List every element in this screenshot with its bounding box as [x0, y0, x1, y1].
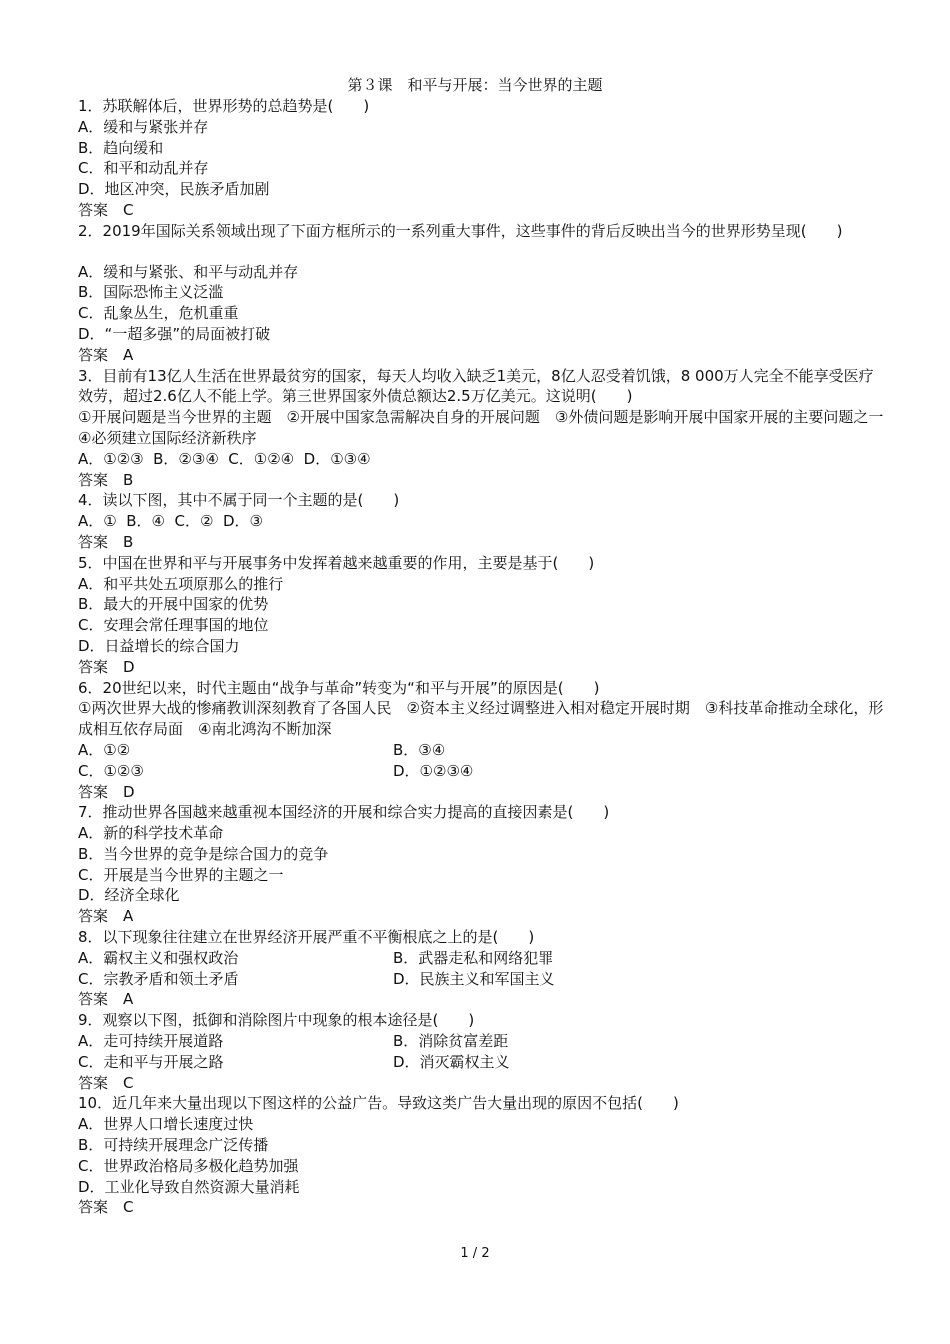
- question-2-figure-space: [68, 242, 888, 262]
- question-8-option-a: A．霸权主义和强权政治: [78, 948, 239, 967]
- question-2-option-a: A．缓和与紧张、和平与动乱并存: [78, 262, 299, 281]
- question-10-option-a: A．世界人口增长速度过快: [78, 1115, 254, 1134]
- question-1-answer: 答案 C: [78, 200, 134, 219]
- question-7-option-b: B．当今世界的竞争是综合国力的竞争: [78, 844, 329, 863]
- question-9-stem: 9．观察以下图，抵御和消除图片中现象的根本途径是( ): [78, 1011, 475, 1030]
- question-2-stem: 2．2019年国际关系领域出现了下面方框所示的一系列重大事件，这些事件的背后反映出当今的世界形势呈现( ): [78, 221, 843, 240]
- question-6-statements: ①两次世界大战的惨痛教训深刻教育了各国人民 ②资本主义经过调整进入相对稳定开展时期 ③科技革命推动全球化，形成相互依存局面 ④南北鸿沟不断加深: [78, 699, 884, 739]
- question-4-stem: 4．读以下图，其中不属于同一个主题的是( ): [78, 491, 400, 510]
- question-8-option-c: C．宗教矛盾和领土矛盾: [78, 969, 239, 988]
- question-6-options-row-1: [68, 740, 888, 761]
- question-1-stem: 1．苏联解体后，世界形势的总趋势是( ): [78, 97, 370, 115]
- question-9-option-c: C．走和平与开展之路: [78, 1052, 224, 1071]
- question-6-answer: 答案 D: [78, 782, 135, 801]
- question-9-options-row-1: [68, 1031, 888, 1052]
- question-7-option-a: A．新的科学技术革命: [78, 824, 224, 843]
- question-4-answer: 答案 B: [78, 532, 134, 551]
- question-list: [68, 96, 899, 1218]
- question-6-option-d: D．①②③④: [393, 761, 474, 780]
- question-7-stem: 7．推动世界各国越来越重视本国经济的开展和综合实力提高的直接因素是( ): [78, 803, 610, 822]
- question-6-option-c: C．①②③: [78, 761, 144, 780]
- question-6-option-b: B．③④: [393, 740, 446, 759]
- question-9-option-b: B．消除贫富差距: [393, 1032, 509, 1051]
- question-7-answer: 答案 A: [78, 907, 134, 926]
- question-2-answer: 答案 A: [78, 345, 134, 364]
- question-2-option-c: C．乱象丛生，危机重重: [78, 304, 239, 323]
- question-8-options-row-1: [68, 948, 888, 969]
- question-8-option-d: D．民族主义和军国主义: [393, 969, 555, 988]
- question-8-options-row-2: [68, 969, 888, 990]
- question-10-option-b: B．可持续开展理念广泛传播: [78, 1136, 269, 1155]
- question-2-option-b: B．国际恐怖主义泛滥: [78, 283, 224, 302]
- question-8-option-b: B．武器走私和网络犯罪: [393, 948, 554, 967]
- question-5-option-a: A．和平共处五项原那么的推行: [78, 574, 284, 593]
- question-3-stem: 3．目前有13亿人生活在世界最贫穷的国家，每天人均收入缺乏1美元，8亿人忍受着饥饿，8 000万人完全不能享受医疗效劳，超过2.6亿人不能上学。第三世界国家外债总额达2.5万亿美元。这说明( ): [78, 366, 874, 406]
- question-9-answer: 答案 C: [78, 1073, 134, 1092]
- question-9-option-d: D．消灭霸权主义: [393, 1052, 510, 1071]
- question-5-stem: 5．中国在世界和平与开展事务中发挥着越来越重要的作用，主要是基于( ): [78, 553, 595, 572]
- question-7-option-d: D．经济全球化: [78, 886, 180, 905]
- question-5-answer: 答案 D: [78, 657, 135, 676]
- question-1-option-c: C．和平和动乱并存: [78, 159, 209, 178]
- question-2-option-d: D．“一超多强”的局面被打破: [78, 324, 271, 343]
- question-5-option-d: D．日益增长的综合国力: [78, 636, 240, 655]
- question-3-statements: ①开展问题是当今世界的主题 ②开展中国家急需解决自身的开展问题 ③外债问题是影响开展中国家开展的主要问题之一 ④必须建立国际经济新秩序: [78, 408, 899, 447]
- question-10-answer: 答案 C: [78, 1198, 134, 1217]
- question-3-answer: 答案 B: [78, 470, 134, 489]
- question-6-options-row-2: [68, 761, 888, 782]
- question-10-option-c: C．世界政治格局多极化趋势加强: [78, 1156, 299, 1175]
- question-3-options: A．①②③ B．②③④ C．①②④ D．①③④: [78, 449, 371, 468]
- question-6-option-a: A．①②: [78, 740, 131, 759]
- question-9-options-row-2: [68, 1052, 888, 1073]
- question-10-option-d: D．工业化导致自然资源大量消耗: [78, 1177, 300, 1196]
- question-1-option-a: A．缓和与紧张并存: [78, 117, 209, 136]
- question-1-option-d: D．地区冲突，民族矛盾加剧: [78, 180, 270, 199]
- page-title: 第３课 和平与开展：当今世界的主题: [347, 76, 603, 94]
- question-1-option-b: B．趋向缓和: [78, 138, 164, 157]
- question-10-stem: 10．近几年来大量出现以下图这样的公益广告。导致这类广告大量出现的原因不包括( ): [78, 1094, 679, 1113]
- question-8-stem: 8．以下现象往往建立在世界经济开展严重不平衡根底之上的是( ): [78, 928, 535, 947]
- question-5-option-b: B．最大的开展中国家的优势: [78, 595, 269, 614]
- question-9-option-a: A．走可持续开展道路: [78, 1032, 224, 1051]
- question-6-stem: 6．20世纪以来，时代主题由“战争与革命”转变为“和平与开展”的原因是( ): [78, 678, 600, 697]
- question-4-options: A．① B．④ C．② D．③: [78, 512, 263, 531]
- question-8-answer: 答案 A: [78, 990, 134, 1009]
- page-number: 1 / 2: [460, 1246, 490, 1261]
- question-7-option-c: C．开展是当今世界的主题之一: [78, 865, 284, 884]
- question-5-option-c: C．安理会常任理事国的地位: [78, 616, 269, 635]
